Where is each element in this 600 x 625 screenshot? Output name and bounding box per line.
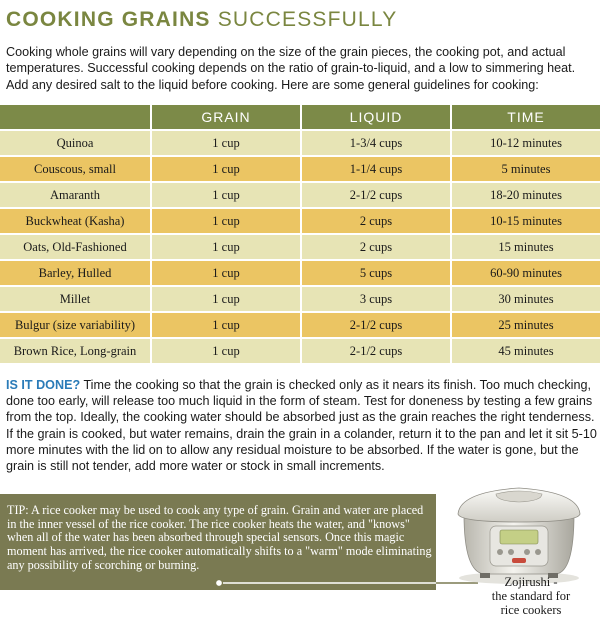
cell-liquid: 2-1/2 cups xyxy=(300,339,450,363)
cell-time: 5 minutes xyxy=(450,157,600,181)
cell-grain-name: Couscous, small xyxy=(0,157,150,181)
cell-time: 15 minutes xyxy=(450,235,600,259)
tip-text: TIP: A rice cooker may be used to cook any type of grain. Grain and water are placed in the inner vessel of the rice cooker. The rice cooker heats the water, and "knows" when all of the water has been absorbed through special sensors. Once this magic moment has arrived, the rice cooker automatically shifts to a "warm" mode eliminating any possibility of scorching or burning. xyxy=(7,503,432,572)
cell-time: 25 minutes xyxy=(450,313,600,337)
cell-grain-amount: 1 cup xyxy=(150,235,300,259)
grain-cooking-table xyxy=(0,103,600,365)
cell-grain-amount: 1 cup xyxy=(150,183,300,207)
cell-grain-amount: 1 cup xyxy=(150,287,300,311)
rice-cooker-icon xyxy=(444,474,594,586)
cell-grain-amount: 1 cup xyxy=(150,157,300,181)
cell-time: 30 minutes xyxy=(450,287,600,311)
cell-liquid: 2 cups xyxy=(300,235,450,259)
header-grain: GRAIN xyxy=(150,105,300,129)
table-row xyxy=(0,287,600,311)
table-row xyxy=(0,209,600,233)
cell-time: 18-20 minutes xyxy=(450,183,600,207)
cell-grain-name: Bulgur (size variability) xyxy=(0,313,150,337)
cell-grain-name: Barley, Hulled xyxy=(0,261,150,285)
cell-grain-name: Oats, Old-Fashioned xyxy=(0,235,150,259)
table-row xyxy=(0,183,600,207)
product-caption xyxy=(468,576,594,617)
header-grain-name xyxy=(0,105,150,129)
cell-grain-name: Amaranth xyxy=(0,183,150,207)
cell-grain-amount: 1 cup xyxy=(150,131,300,155)
cell-grain-name: Quinoa xyxy=(0,131,150,155)
caption-line-3: rice cookers xyxy=(500,602,562,617)
cell-time: 60-90 minutes xyxy=(450,261,600,285)
intro-paragraph: Cooking whole grains will vary depending on the size of the grain pieces, the cooking pot, and actual temperatures. Successful cooking depends on the ratio of grain-to-liquid, and a low to simmering heat. Add any desired salt to the liquid before cooking. Here are some general guidelines for cooking: xyxy=(6,45,576,92)
title-bold: COOKING GRAINS xyxy=(6,8,211,31)
cell-liquid: 5 cups xyxy=(300,261,450,285)
cell-liquid: 3 cups xyxy=(300,287,450,311)
cell-grain-amount: 1 cup xyxy=(150,261,300,285)
cell-liquid: 2 cups xyxy=(300,209,450,233)
page-title xyxy=(6,6,397,34)
doneness-text: Time the cooking so that the grain is checked only as it nears its finish. Too much checking, done too early, will release too much liquid in the form of steam. Test for doneness by testing a few grains from the top. Ideally, the cooking water should be absorbed just as the grain reaches the right tenderness. If the grain is cooked, but water remains, drain the grain in a colander, return it to the pan and let it sit 5-10 more minutes with the lid on to allow any residual moisture to be absorbed. If the water is gone, but the grain is still not tender, add more water or stock in small increments. xyxy=(6,378,597,474)
cell-grain-amount: 1 cup xyxy=(150,339,300,363)
cell-liquid: 2-1/2 cups xyxy=(300,313,450,337)
table-row xyxy=(0,235,600,259)
table-row xyxy=(0,261,600,285)
cell-time: 10-12 minutes xyxy=(450,131,600,155)
table-header-row xyxy=(0,105,600,129)
cell-liquid: 1-1/4 cups xyxy=(300,157,450,181)
cell-grain-name: Millet xyxy=(0,287,150,311)
title-light: SUCCESSFULLY xyxy=(217,8,398,31)
cell-liquid: 1-3/4 cups xyxy=(300,131,450,155)
table-row xyxy=(0,313,600,337)
cell-grain-name: Buckwheat (Kasha) xyxy=(0,209,150,233)
cell-grain-name: Brown Rice, Long-grain xyxy=(0,339,150,363)
table-row xyxy=(0,131,600,155)
header-liquid: LIQUID xyxy=(300,105,450,129)
caption-line-2: the standard for xyxy=(491,588,571,603)
cell-time: 45 minutes xyxy=(450,339,600,363)
doneness-heading: IS IT DONE? xyxy=(6,378,81,392)
header-time: TIME xyxy=(450,105,600,129)
table-row xyxy=(0,157,600,181)
cell-liquid: 2-1/2 cups xyxy=(300,183,450,207)
callout-connector xyxy=(212,576,482,590)
cell-grain-amount: 1 cup xyxy=(150,209,300,233)
cell-time: 10-15 minutes xyxy=(450,209,600,233)
cell-grain-amount: 1 cup xyxy=(150,313,300,337)
caption-line-1: Zojirushi - xyxy=(504,575,558,589)
doneness-paragraph xyxy=(6,377,598,474)
table-row xyxy=(0,339,600,363)
